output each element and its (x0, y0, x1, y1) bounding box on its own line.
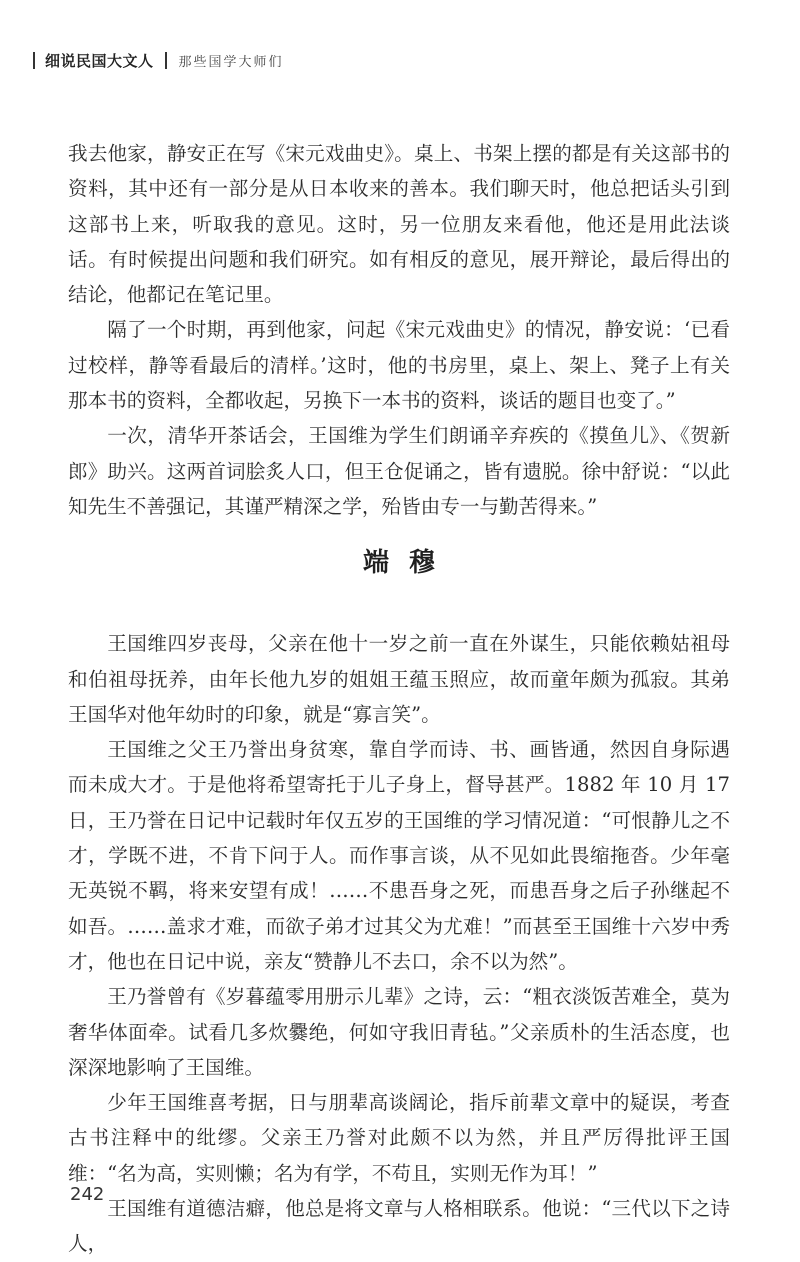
paragraph: 王国维之父王乃誉出身贫寒，靠自学而诗、书、画皆通，然因自身际遇而未成大才。于是他将希望寄托于儿子身上，督导甚严。1882 年 10 月 17 日，王乃誉在日记中记载时年仅五岁的王国维的学习情况道：“可恨静儿之不才，学既不进，不肯下问于人。而作事言谈，从不见如此畏缩拖沓。少年毫无英锐不羁，将来安望有成！……不患吾身之死，而患吾身之后子孙继起不如吾。……盖求才难，而欲子弟才过其父为尤难！”而甚至王国维十六岁中秀才，他也在日记中说，亲友“赞静儿不去口，余不以为然”。 (68, 738, 730, 973)
section-title: 那些国学大师们 (178, 54, 284, 70)
paragraph: 一次，清华开茶话会，王国维为学生们朗诵辛弃疾的《摸鱼儿》、《贺新郎》助兴。这两首词脍炙人口，但王仓促诵之，皆有遗脱。徐中舒说：“以此知先生不善强记，其谨严精深之学，殆皆由专一与勤苦得来。” (68, 424, 730, 518)
header-left-divider (33, 52, 35, 69)
paragraph-continued: 我去他家，静安正在写《宋元戏曲史》。桌上、书架上摆的都是有关这部书的资料，其中还有一部分是从日本收来的善本。我们聊天时，他总把话头引到这部书上来，听取我的意见。这时，另一位朋友来看他，他还是用此法谈话。有时候提出问题和我们研究。如有相反的意见，展开辩论，最后得出的结论，他都记在笔记里。 (68, 142, 730, 307)
paragraph: 隔了一个时期，再到他家，问起《宋元戏曲史》的情况，静安说：‘已看过校样，静等看最后的清样。’这时，他的书房里，桌上、架上、凳子上有关那本书的资料，全都收起，另换下一本书的资料，谈话的题目也变了。” (68, 318, 730, 413)
page-body (68, 136, 730, 1262)
paragraph: 王国维有道德洁癖，他总是将文章与人格相联系。他说：“三代以下之诗人， (68, 1197, 730, 1256)
paragraph: 少年王国维喜考据，日与朋辈高谈阔论，指斥前辈文章中的疑误，考查古书注释中的纰缪。父亲王乃誉对此颇不以为然，并且严厉得批评王国维：“名为高，实则懒；名为有学，不苟且，实则无作为耳！” (68, 1091, 730, 1185)
page-number: 242 (70, 1184, 105, 1205)
book-title: 细说民国大文人 (45, 51, 154, 70)
chapter-title: 端穆 (362, 548, 455, 579)
running-header (33, 49, 284, 71)
header-mid-divider (165, 52, 167, 69)
paragraph: 王国维四岁丧母，父亲在他十一岁之前一直在外谋生，只能依赖姑祖母和伯祖母抚养，由年长他九岁的姐姐王蕴玉照应，故而童年颇为孤寂。其弟王国华对他年幼时的印象，就是“寡言笑”。 (68, 632, 730, 726)
paragraph: 王乃誉曾有《岁暮蕴零用册示儿辈》之诗，云：“粗衣淡饭苦难全，莫为奢华体面牵。试看几多炊爨绝，何如守我旧青毡。”父亲质朴的生活态度，也深深地影响了王国维。 (68, 985, 730, 1079)
